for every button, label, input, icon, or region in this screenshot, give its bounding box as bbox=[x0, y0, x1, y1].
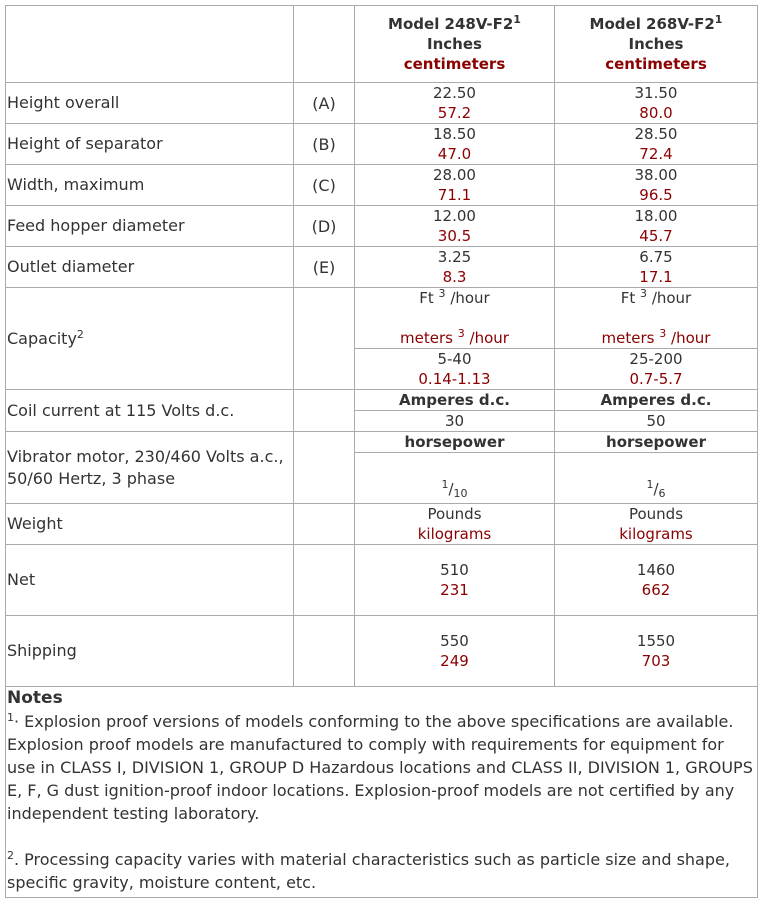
unit-text: meters bbox=[601, 329, 660, 347]
value-cell bbox=[355, 247, 555, 288]
model-2-header bbox=[555, 6, 758, 83]
value-cell bbox=[555, 165, 758, 206]
cm-value: 8.3 bbox=[442, 268, 467, 286]
value-cell bbox=[355, 206, 555, 247]
shipping-row bbox=[6, 616, 758, 687]
cm-value: 72.4 bbox=[639, 145, 673, 163]
unit-exponent: 3 bbox=[659, 327, 667, 340]
value-cell bbox=[555, 349, 758, 390]
capacity-unit-cell bbox=[555, 288, 758, 349]
lb-value: 550 bbox=[440, 632, 469, 650]
unit-text: /hour bbox=[666, 329, 711, 347]
model-1-name: Model 248V-F2 bbox=[388, 15, 514, 33]
model-2-name: Model 268V-F2 bbox=[589, 15, 715, 33]
header-blank-cell bbox=[294, 6, 355, 83]
cm-value: 96.5 bbox=[639, 186, 673, 204]
inch-value: 28.50 bbox=[634, 125, 678, 143]
kg-value: 231 bbox=[440, 581, 469, 599]
dimension-code: (D) bbox=[294, 206, 355, 247]
blank-cell bbox=[294, 390, 355, 432]
lb-value: 510 bbox=[440, 561, 469, 579]
unit-pounds: Pounds bbox=[427, 505, 482, 523]
m3-value: 0.14-1.13 bbox=[418, 370, 491, 388]
unit-exponent: 3 bbox=[457, 327, 465, 340]
model-1-header bbox=[355, 6, 555, 83]
motor-value: $^1/_6$ bbox=[555, 453, 758, 504]
value-cell bbox=[555, 247, 758, 288]
capacity-unit-cell bbox=[355, 288, 555, 349]
cm-value: 47.0 bbox=[437, 145, 472, 163]
cm-value: 17.1 bbox=[639, 268, 673, 286]
model-2-footnote: 1 bbox=[714, 13, 723, 26]
note-1 bbox=[7, 710, 757, 825]
inch-value: 18.50 bbox=[433, 125, 476, 143]
model-1-unit-inches: Inches bbox=[427, 35, 482, 53]
value-cell bbox=[555, 83, 758, 124]
unit-text: /hour bbox=[647, 289, 692, 307]
motor-label: Vibrator motor, 230/460 Volts a.c., 50/60 Hertz, 3 phase bbox=[6, 432, 294, 504]
value-cell bbox=[355, 124, 555, 165]
inch-value: 18.00 bbox=[634, 207, 678, 225]
unit-kilograms: kilograms bbox=[619, 525, 693, 543]
fraction-numerator: 1 bbox=[646, 478, 654, 491]
blank-cell bbox=[294, 432, 355, 504]
coil-unit-row bbox=[6, 390, 758, 411]
value-cell bbox=[555, 206, 758, 247]
inch-value: 28.00 bbox=[433, 166, 476, 184]
capacity-label-text: Capacity bbox=[7, 328, 77, 348]
note-2 bbox=[7, 848, 757, 894]
row-label: Height of separator bbox=[6, 124, 294, 165]
dimension-row bbox=[6, 165, 758, 206]
row-label: Width, maximum bbox=[6, 165, 294, 206]
net-row bbox=[6, 545, 758, 616]
blank-cell bbox=[294, 504, 355, 545]
note-1-text: · Explosion proof versions of models conforming to the above specifications are available. Explosion proof models are manufactured to comply with requirements for equipment for use in CLASS I, DIVISION 1, GROUP D Hazardous locations and CLASS II, DIVISION 1, GROUPS E, F, G dust ignition-proof indoor locations. Explosion-proof models are not certified by any independent testing laboratory. bbox=[7, 712, 753, 823]
blank-cell bbox=[294, 616, 355, 687]
fraction-denominator: 6 bbox=[658, 487, 666, 500]
m3-value: 0.7-5.7 bbox=[629, 370, 683, 388]
dimension-row bbox=[6, 124, 758, 165]
value-cell bbox=[355, 349, 555, 390]
inch-value: 6.75 bbox=[639, 248, 673, 266]
coil-value: 50 bbox=[555, 411, 758, 432]
value-cell bbox=[555, 616, 758, 687]
model-2-unit-cm: centimeters bbox=[605, 55, 707, 73]
ft3-value: 5-40 bbox=[437, 350, 472, 368]
kg-value: 249 bbox=[440, 652, 469, 670]
dimension-row bbox=[6, 83, 758, 124]
weight-row bbox=[6, 504, 758, 545]
value-cell bbox=[355, 616, 555, 687]
weight-unit-cell bbox=[555, 504, 758, 545]
weight-unit-cell bbox=[355, 504, 555, 545]
row-label: Height overall bbox=[6, 83, 294, 124]
motor-unit: horsepower bbox=[355, 432, 555, 453]
notes-cell bbox=[6, 687, 758, 898]
dimension-row bbox=[6, 206, 758, 247]
cm-value: 71.1 bbox=[437, 186, 472, 204]
value-cell bbox=[355, 165, 555, 206]
unit-text: Ft bbox=[620, 289, 641, 307]
value-cell bbox=[555, 545, 758, 616]
lb-value: 1460 bbox=[636, 561, 676, 579]
dimension-code: (B) bbox=[294, 124, 355, 165]
unit-text: meters bbox=[400, 329, 458, 347]
header-row bbox=[6, 6, 758, 83]
weight-label: Weight bbox=[6, 504, 294, 545]
specifications-table bbox=[5, 5, 758, 898]
unit-exponent: 3 bbox=[640, 287, 648, 300]
coil-unit: Amperes d.c. bbox=[555, 390, 758, 411]
inch-value: 3.25 bbox=[437, 248, 472, 266]
cm-value: 80.0 bbox=[639, 104, 673, 122]
blank-cell bbox=[294, 545, 355, 616]
inch-value: 22.50 bbox=[433, 84, 476, 102]
fraction-denominator: 10 bbox=[453, 487, 468, 500]
model-1-footnote: 1 bbox=[513, 13, 521, 26]
unit-kilograms: kilograms bbox=[417, 525, 492, 543]
coil-unit: Amperes d.c. bbox=[355, 390, 555, 411]
blank-cell bbox=[294, 288, 355, 390]
motor-value: $^1/_{10}$ bbox=[355, 453, 555, 504]
model-1-unit-cm: centimeters bbox=[403, 55, 506, 73]
capacity-label bbox=[6, 288, 294, 390]
motor-unit-row bbox=[6, 432, 758, 453]
unit-text: Ft bbox=[419, 289, 439, 307]
header-blank-cell bbox=[6, 6, 294, 83]
inch-value: 31.50 bbox=[634, 84, 678, 102]
note-1-mark: 1 bbox=[7, 711, 14, 724]
value-cell bbox=[355, 83, 555, 124]
ft3-value: 25-200 bbox=[629, 350, 683, 368]
cm-value: 57.2 bbox=[437, 104, 472, 122]
row-label: Outlet diameter bbox=[6, 247, 294, 288]
value-cell bbox=[555, 124, 758, 165]
value-cell bbox=[355, 545, 555, 616]
dimension-row bbox=[6, 247, 758, 288]
dimension-code: (E) bbox=[294, 247, 355, 288]
cm-value: 45.7 bbox=[639, 227, 673, 245]
coil-value: 30 bbox=[355, 411, 555, 432]
coil-label: Coil current at 115 Volts d.c. bbox=[6, 390, 294, 432]
notes-title: Notes bbox=[7, 688, 63, 708]
unit-text: /hour bbox=[445, 289, 490, 307]
kg-value: 662 bbox=[641, 581, 671, 599]
model-2-unit-inches: Inches bbox=[628, 35, 684, 53]
note-2-mark: 2 bbox=[7, 849, 14, 862]
kg-value: 703 bbox=[641, 652, 671, 670]
unit-text: /hour bbox=[464, 329, 509, 347]
notes-row bbox=[6, 687, 758, 898]
capacity-unit-row bbox=[6, 288, 758, 349]
inch-value: 38.00 bbox=[634, 166, 678, 184]
lb-value: 1550 bbox=[636, 632, 676, 650]
dimension-code: (C) bbox=[294, 165, 355, 206]
inch-value: 12.00 bbox=[433, 207, 476, 225]
motor-unit: horsepower bbox=[555, 432, 758, 453]
unit-pounds: Pounds bbox=[628, 505, 684, 523]
fraction-numerator: 1 bbox=[441, 478, 449, 491]
row-label: Feed hopper diameter bbox=[6, 206, 294, 247]
note-2-text: . Processing capacity varies with material characteristics such as particle size and shape, specific gravity, moisture content, etc. bbox=[7, 850, 730, 892]
specifications-table-container bbox=[5, 5, 757, 898]
dimension-code: (A) bbox=[294, 83, 355, 124]
net-label: Net bbox=[6, 545, 294, 616]
unit-exponent: 3 bbox=[438, 287, 446, 300]
shipping-label: Shipping bbox=[6, 616, 294, 687]
cm-value: 30.5 bbox=[437, 227, 472, 245]
capacity-footnote: 2 bbox=[76, 327, 84, 341]
